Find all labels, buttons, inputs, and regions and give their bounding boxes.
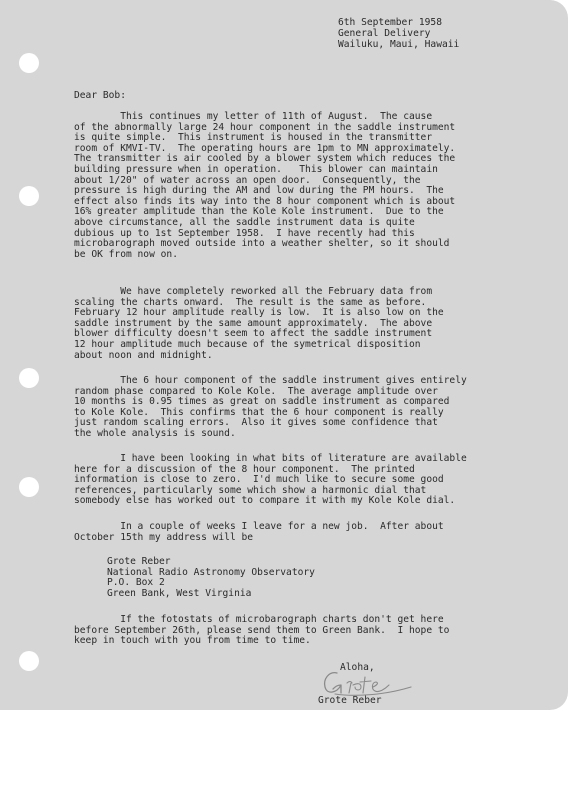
letter-heading [338, 17, 459, 50]
punch-hole [19, 651, 39, 671]
text-line: October 15th my address will be [74, 531, 254, 543]
text-line: be OK from now on. [74, 248, 178, 260]
text-line: here for a discussion of the 8 hour component. The printed [74, 463, 415, 475]
text-line: microbarograph moved outside into a weather shelter, so it should [74, 238, 450, 250]
text-line: above circumstance, all the saddle instrument data is quite [74, 216, 415, 228]
text-line: about noon and midnight. [74, 349, 213, 361]
paragraph-1 [74, 112, 455, 260]
text-line: about 1/20" of water across an open door. Consequently, the [74, 174, 421, 186]
text-line: somebody else has worked out to compare it with my Kole Kole dial. [74, 495, 456, 507]
text-line: In a couple of weeks I leave for a new job. After about [74, 521, 444, 532]
text-line: effect also finds its way into the 8 hour component which is about [74, 195, 456, 207]
svg-text:Grote: Grote [315, 663, 319, 664]
typed-signature-name: Grote Reber [318, 695, 382, 706]
text-line: This continues my letter of 11th of August. The cause [74, 111, 433, 122]
text-line: of the abnormally large 24 hour component in the saddle instrument [74, 121, 456, 133]
text-line: blower difficulty doesn't seem to affect the saddle instrument [74, 328, 433, 340]
heading-date: 6th September 1958 [338, 17, 442, 28]
text-line: to Kole Kole. This confirms that the 6 hour component is really [74, 406, 444, 418]
text-line: 16% greater amplitude than the Kole Kole instrument. Due to the [74, 206, 444, 218]
punch-hole [19, 186, 39, 206]
address-line: Grote Reber [107, 556, 171, 567]
text-line: pressure is high during the AM and low during the PM hours. The [74, 185, 444, 197]
text-line: random phase compared to Kole Kole. The average amplitude over [74, 385, 438, 397]
heading-line: General Delivery [338, 28, 431, 39]
punch-hole [19, 368, 39, 388]
address-line: Green Bank, West Virginia [107, 587, 252, 599]
text-line: February 12 hour amplitude really is low. It is also low on the [74, 307, 444, 319]
closing: Aloha, [340, 662, 375, 673]
paragraph-2 [74, 287, 444, 361]
text-line: 12 hour amplitude much because of the symetrical disposition [74, 338, 421, 350]
text-line: room of KMVI-TV. The operating hours are 1pm to MN approximately. [74, 142, 456, 154]
text-line: just random scaling errors. Also it gives some confidence that [74, 417, 438, 429]
text-line: is quite simple. This instrument is housed in the transmitter [74, 132, 433, 144]
text-line: We have completely reworked all the February data from [74, 286, 433, 297]
text-line: 10 months is 0.95 times as great on saddle instrument as compared [74, 396, 450, 408]
address-line: National Radio Astronomy Observatory [107, 566, 315, 578]
address-line: P.O. Box 2 [107, 577, 165, 589]
text-line: If the fotostats of microbarograph charts don't get here [74, 614, 444, 625]
paragraph-5 [74, 522, 444, 543]
heading-line: Wailuku, Maui, Hawaii [338, 39, 460, 50]
punch-hole [19, 477, 39, 497]
new-address-block [107, 557, 315, 599]
text-line: dubious up to 1st September 1958. I have recently had this [74, 227, 415, 239]
text-line: scaling the charts onward. The result is the same as before. [74, 296, 427, 308]
paragraph-4 [74, 454, 467, 507]
text-line: information is close to zero. I'd much like to secure some good [74, 474, 444, 486]
salutation: Dear Bob: [74, 90, 126, 101]
text-line: building pressure when in operation. This blower can maintain [74, 163, 438, 175]
punch-hole [19, 53, 39, 73]
paragraph-6 [74, 615, 449, 647]
text-line: The transmitter is air cooled by a blower system which reduces the [74, 153, 456, 165]
text-line: saddle instrument by the same amount approximately. The above [74, 317, 433, 329]
text-line: references, particularly some which show a harmonic dial that [74, 484, 427, 496]
text-line: I have been looking in what bits of literature are available [74, 453, 467, 464]
paragraph-3 [74, 376, 467, 440]
text-line: The 6 hour component of the saddle instrument gives entirely [74, 375, 467, 386]
text-line: before September 26th, please send them to Green Bank. I hope to [74, 624, 450, 636]
text-line: keep in touch with you from time to time. [74, 635, 311, 647]
text-line: the whole analysis is sound. [74, 427, 236, 439]
